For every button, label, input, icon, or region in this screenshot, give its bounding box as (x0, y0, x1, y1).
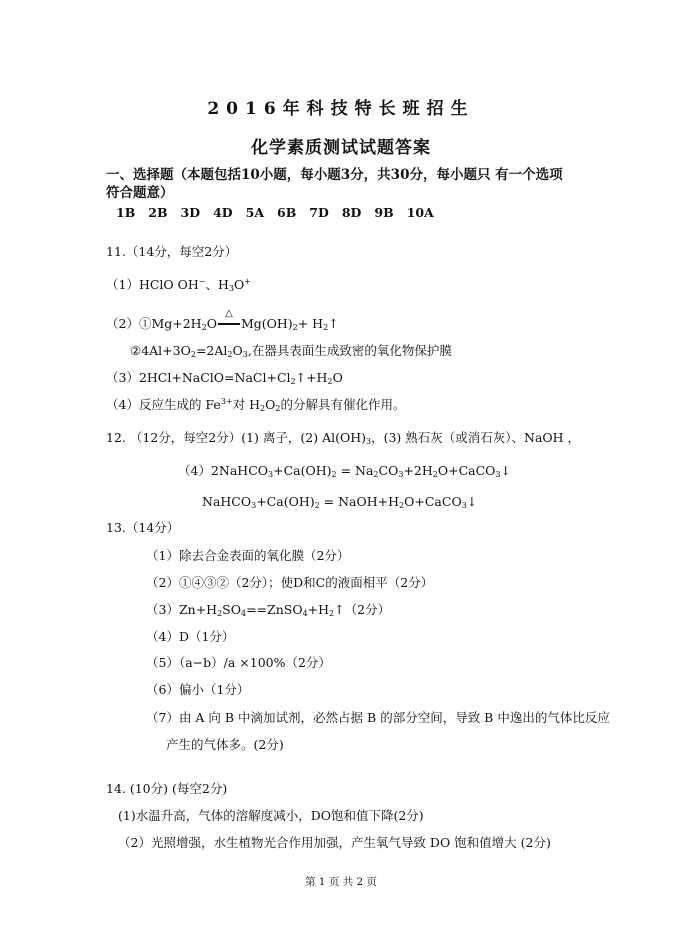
answer-1: 1B (116, 205, 136, 220)
q13-part7-line1: （7）由 A 向 B 中滴加试剂，必然占据 B 的部分空间，导致 B 中逸出的气体比反应 (146, 710, 610, 725)
answer-8: 8D (341, 205, 362, 220)
page-subtitle: 化学素质测试试题答案 (251, 138, 431, 158)
q11-part2b: $②4Al+3O_2=2Al_2O_3$,在器具表面生成致密的氧化物保护膜 (130, 343, 452, 359)
q13-part7-line2: 产生的气体多。(2分) (166, 737, 284, 752)
q11-part1: （1）HClO OH−、$H_3O^+$ (106, 277, 251, 293)
answer-3: 3D (180, 205, 201, 220)
answer-10: 10A (406, 205, 434, 220)
page-footer: 第 1 页 共 2 页 (304, 876, 378, 888)
q13-part3: $(3)Zn+H_2SO_4==ZnSO_4+H_2↑(2$分） (146, 602, 391, 618)
answer-4: 4D (213, 205, 233, 220)
section1-heading-line2: 符合题意） (106, 185, 174, 201)
q11-part3: $(3)2HCl+NaClO=NaCl+Cl_2↑+H_2O$ (106, 370, 343, 386)
q13-part2: （2）①④③②（2分）；使D和C的液面相平（2分） (146, 575, 434, 590)
q14-part2: （2）光照增强，水生植物光合作用加强，产生氧气导致 DO 饱和值增大 (2分) (118, 835, 551, 850)
page-title: 2016年科技特长班招生 (207, 99, 475, 119)
answer-6: 6B (277, 205, 297, 220)
q13-part4: （4）D（1分） (146, 629, 235, 644)
q14-header: 14. (10分) (每空2分) (106, 781, 228, 796)
q11-header: 11.（14分，每空2分） (106, 244, 238, 259)
q13-part5: （5）（a−b）/a ×100%（2分） (146, 655, 331, 670)
q11-part2a: $(2)①Mg+2H_2O$ △ $Mg(OH)_2+$ $H_2↑$ (106, 308, 339, 332)
q12-line2: $(4)2NaHCO_3+Ca(OH)_2$ = $Na_2CO_3+2H_2O+CaCO_3↓$ (178, 463, 511, 479)
q13-part6: （6）偏小（1分） (146, 682, 250, 697)
q12-line3: $NaHCO_3+Ca(OH)_2$ = $NaOH+H_2O+CaCO_3↓$ (202, 494, 478, 510)
answer-9: 9B (374, 205, 394, 220)
q13-header: 13.（14分） (106, 520, 180, 535)
answer-7: 7D (309, 205, 329, 220)
answer-2: 2B (148, 205, 168, 220)
section1-answers (116, 205, 447, 221)
q13-part1: （1）除去合金表面的氧化膜（2分） (146, 548, 350, 563)
answer-5: 5A (245, 205, 265, 220)
q12-line1: 12. （12分，每空2分）(1) 离子，(2) $Al(OH)_3$，(3) 熟石灰（或消石灰）、NaOH ， (106, 430, 581, 446)
q14-part1: (1)水温升高，气体的溶解度减小，DO饱和值下降(2分) (118, 808, 424, 823)
heating-condition: △ (217, 316, 241, 332)
q11-part4: （4）反应生成的 $Fe^{3+}$对 $H_2O_2$的分解具有催化作用。 (106, 397, 406, 413)
section1-heading-line1: 一、选择题（本题包括10小题，每小题3分，共30分，每小题只 有一个选项 (106, 167, 563, 183)
